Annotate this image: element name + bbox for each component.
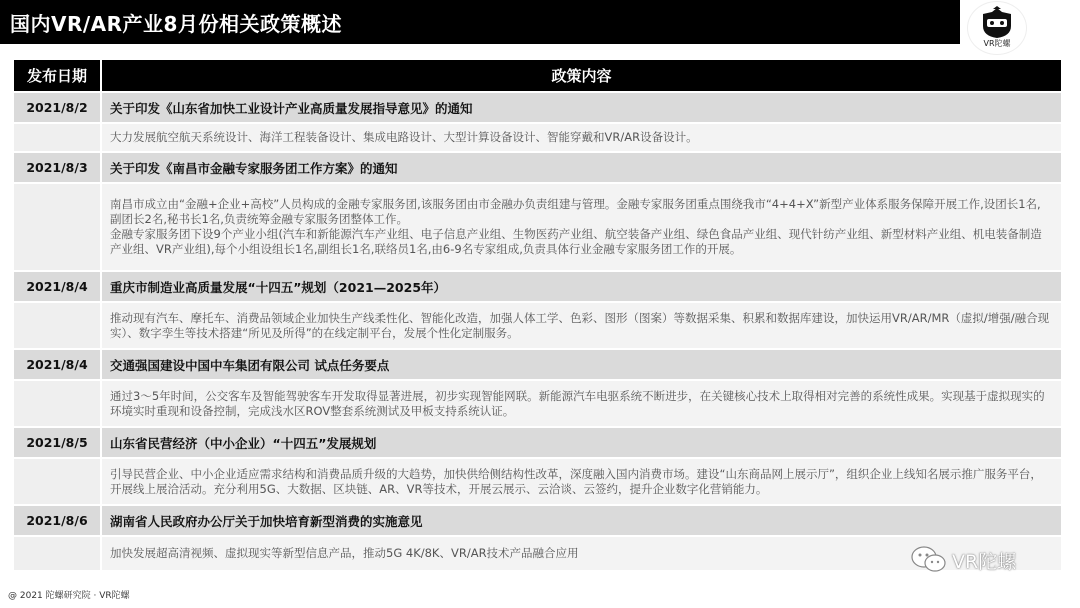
row-date: 2021/8/6 <box>14 506 100 535</box>
row-date: 2021/8/4 <box>14 272 100 301</box>
row-date: 2021/8/3 <box>14 153 100 182</box>
table-row-content <box>14 124 1061 151</box>
content-line: 通过3～5年时间，公交客车及智能驾驶客车开发取得显著进展，初步实现智能网联。新能源汽车电驱系统不断进步，在关键核心技术上取得相对完善的系统性成果。实现基于虚拟现实的环境实时重现和设备控制，完成浅水区ROV整套系统测试及甲板支持系统认证。 <box>110 388 1045 418</box>
table-row-content <box>14 184 1061 270</box>
watermark-text: VR陀螺 <box>952 550 1017 573</box>
row-title: 交通强国建设中国中车集团有限公司 试点任务要点 <box>102 350 1061 379</box>
row-title: 关于印发《南昌市金融专家服务团工作方案》的通知 <box>102 153 1061 182</box>
row-date: 2021/8/4 <box>14 350 100 379</box>
table-row-content <box>14 459 1061 504</box>
row-title: 山东省民营经济（中小企业）“十四五”发展规划 <box>102 428 1061 457</box>
header-date: 发布日期 <box>14 60 100 91</box>
table-row <box>14 506 1061 535</box>
watermark <box>910 545 1016 575</box>
content-line: 金融专家服务团下设9个产业小组(汽车和新能源汽车产业组、电子信息产业组、生物医药产业组、航空装备产业组、绿色食品产业组、现代针纺产业组、新型材料产业组、机电装备制造产业组、VR产业组),每个小组设组长1名,副组长1名,联络员1名,由6-9名专家组成,负责具体行业金融专家服务团工作的开展。 <box>110 227 1042 256</box>
content-line: 大力发展航空航天系统设计、海洋工程装备设计、集成电路设计、大型计算设备设计、智能穿戴和VR/AR设备设计。 <box>110 130 698 144</box>
content-line: 南昌市成立由“金融+企业+高校”人员构成的金融专家服务团,该服务团由市金融办负责组建与管理。金融专家服务团重点围绕我市“4+4+X”新型产业体系服务保障开展工作,设团长1名,副团长2名,秘书长1名,负责统筹金融专家服务团整体工作。 <box>110 197 1041 226</box>
row-title: 湖南省人民政府办公厅关于加快培育新型消费的实施意见 <box>102 506 1061 535</box>
helmet-logo-icon <box>978 6 1016 40</box>
table-row <box>14 93 1061 122</box>
table-row <box>14 428 1061 457</box>
row-title: 重庆市制造业高质量发展“十四五”规划（2021—2025年） <box>102 272 1061 301</box>
title-bar <box>0 0 960 44</box>
row-date: 2021/8/5 <box>14 428 100 457</box>
table-row-content <box>14 537 1061 570</box>
header-content: 政策内容 <box>102 60 1061 91</box>
brand-logo <box>968 2 1026 54</box>
table-header <box>14 60 1061 91</box>
content-line: 推动现有汽车、摩托车、消费品领域企业加快生产线柔性化、智能化改造，加强人体工学、色彩、图形（图案）等数据采集、积累和数据库建设，加快运用VR/AR/MR（虚拟/增强/融合现实）、数字孪生等技术搭建“所见及所得”的在线定制平台，发展个性化定制服务。 <box>110 310 1050 340</box>
table-row <box>14 272 1061 301</box>
wechat-icon <box>910 545 948 575</box>
table-row-content <box>14 303 1061 348</box>
row-date: 2021/8/2 <box>14 93 100 122</box>
page-title: 国内VR/AR产业8月份相关政策概述 <box>10 12 342 36</box>
table-row <box>14 153 1061 182</box>
footer-copyright: @ 2021 陀螺研究院 · VR陀螺 <box>8 591 130 601</box>
row-title: 关于印发《山东省加快工业设计产业高质量发展指导意见》的通知 <box>102 93 1061 122</box>
table-row-content <box>14 381 1061 426</box>
content-line: 引导民营企业、中小企业适应需求结构和消费品质升级的大趋势，加快供给侧结构性改革，深度融入国内消费市场。建设“山东商品网上展示厅”，组织企业上线知名展示推广服务平台，开展线上展洽活动。充分利用5G、大数据、区块链、AR、VR等技术，开展云展示、云洽谈、云签约，提升企业数字化营销能力。 <box>110 466 1042 496</box>
table-row <box>14 350 1061 379</box>
policy-table <box>14 60 1061 570</box>
logo-text: VR陀螺 <box>983 39 1011 48</box>
content-line: 加快发展超高清视频、虚拟现实等新型信息产品，推动5G 4K/8K、VR/AR技术产品融合应用 <box>110 546 579 560</box>
